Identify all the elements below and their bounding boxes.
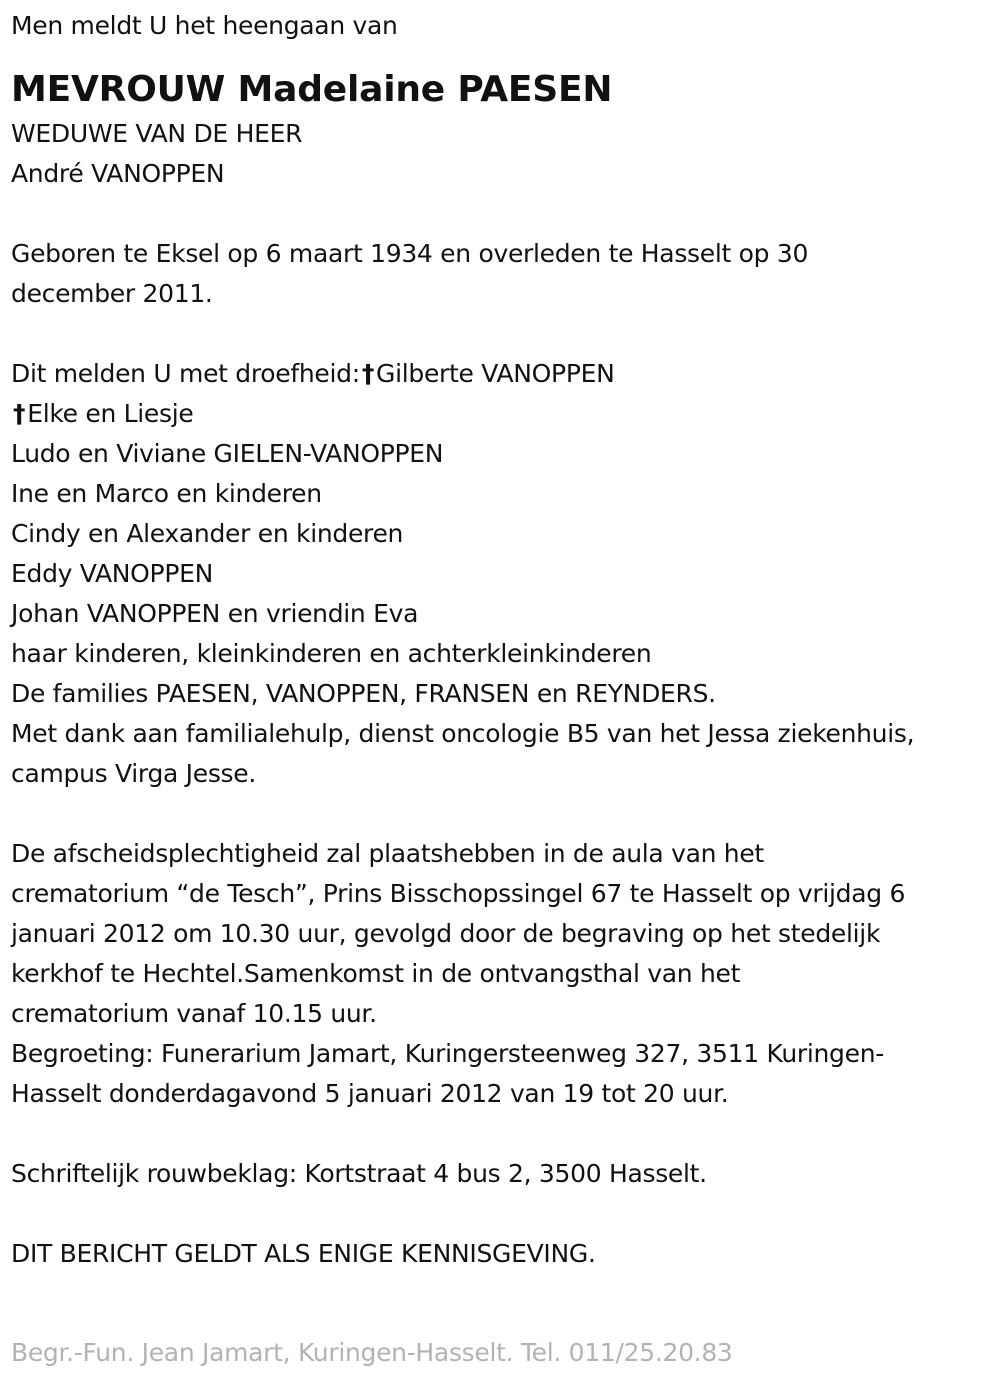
obituary-notice (11, 6, 991, 1274)
mourner-line: Ludo en Viviane GIELEN-VANOPPEN (11, 439, 444, 468)
spacer (11, 794, 991, 834)
ceremony-line: crematorium “de Tesch”, Prins Bisschopssingel 67 te Hasselt op vrijdag 6 (11, 879, 906, 908)
closing-statement: DIT BERICHT GELDT ALS ENIGE KENNISGEVING. (11, 1239, 596, 1268)
cross-icon: † (13, 399, 26, 428)
spacer (11, 1194, 991, 1234)
spacer (11, 314, 991, 354)
visitation-line: Begroeting: Funerarium Jamart, Kuringersteenweg 327, 3511 Kuringen- (11, 1039, 884, 1068)
mourner-line: Ine en Marco en kinderen (11, 479, 322, 508)
intro-text: Men meldt U het heengaan van (11, 11, 398, 40)
mourner-line: Johan VANOPPEN en vriendin Eva (11, 599, 419, 628)
mourner-line: Cindy en Alexander en kinderen (11, 519, 404, 548)
thanks-line: campus Virga Jesse. (11, 759, 257, 788)
deceased-name: MEVROUW Madelaine PAESEN (11, 69, 613, 110)
husband-name: André VANOPPEN (11, 159, 225, 188)
mourner-deceased-1: Gilberte VANOPPEN (376, 359, 615, 388)
mourner-line: De families PAESEN, VANOPPEN, FRANSEN en REYNDERS. (11, 679, 716, 708)
mourner-line: haar kinderen, kleinkinderen en achterkleinkinderen (11, 639, 652, 668)
thanks-line: Met dank aan familialehulp, dienst oncologie B5 van het Jessa ziekenhuis, (11, 719, 915, 748)
mourner-deceased-2: Elke en Liesje (27, 399, 194, 428)
funeral-home-footer: Begr.-Fun. Jean Jamart, Kuringen-Hasselt. Tel. 011/25.20.83 (11, 1338, 733, 1367)
visitation-line: Hasselt donderdagavond 5 januari 2012 van 19 tot 20 uur. (11, 1079, 729, 1108)
condolence-address: Schriftelijk rouwbeklag: Kortstraat 4 bus 2, 3500 Hasselt. (11, 1159, 707, 1188)
ceremony-line: januari 2012 om 10.30 uur, gevolgd door de begraving op het stedelijk (11, 919, 881, 948)
mourners-lead-text: Dit melden U met droefheid: (11, 359, 360, 388)
ceremony-line: De afscheidsplechtigheid zal plaatshebben in de aula van het (11, 839, 764, 868)
mourners-second-line (11, 394, 991, 434)
mourners-lead-line (11, 354, 991, 394)
ceremony-line: crematorium vanaf 10.15 uur. (11, 999, 377, 1028)
birth-death-line-1: Geboren te Eksel op 6 maart 1934 en overleden te Hasselt op 30 (11, 239, 809, 268)
mourner-line: Eddy VANOPPEN (11, 559, 214, 588)
ceremony-line: kerkhof te Hechtel.Samenkomst in de ontvangsthal van het (11, 959, 741, 988)
cross-icon: † (361, 359, 375, 388)
birth-death-line-2: december 2011. (11, 279, 213, 308)
widow-line: WEDUWE VAN DE HEER (11, 119, 303, 148)
spacer (11, 1114, 991, 1154)
spacer (11, 194, 991, 234)
